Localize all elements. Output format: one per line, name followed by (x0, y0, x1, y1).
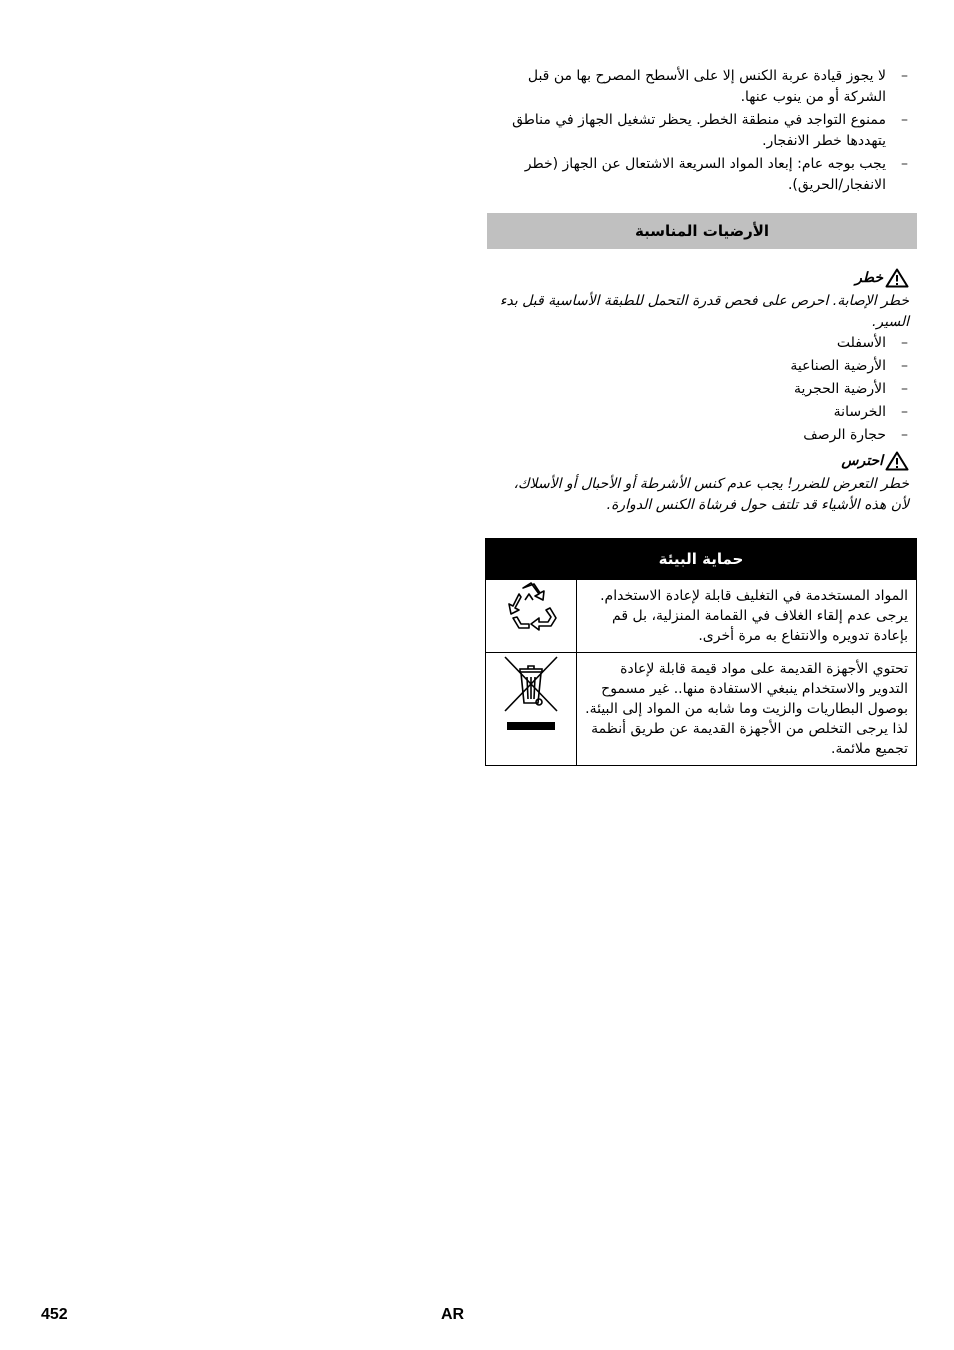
warning-triangle-icon (885, 451, 909, 471)
danger-text: خطر الإصابة. احرص على فحص قدرة التحمل للطبقة الأساسية قبل بدء السير. (499, 293, 909, 330)
caution-text: خطر التعرض للضرر! يجب عدم كنس الأشرطة أو الأحبال أو الأسلاك، لأن هذه الأشياء قد تلتف حول فرشاة الكنس الدوارة. (513, 476, 909, 513)
list-item: – الأرضية الصناعية (487, 356, 917, 377)
list-item: – الأسفلت (487, 333, 917, 354)
table-row (486, 653, 917, 766)
list-item: – الخرسانة (487, 402, 917, 423)
recycling-icon (501, 580, 561, 636)
list-item: – حجارة الرصف (487, 425, 917, 446)
table-row (486, 580, 917, 653)
caution-notice (487, 448, 917, 516)
list-item: – الأرضية الحجرية (487, 379, 917, 400)
list-item: – ممنوع التواجد في منطقة الخطر. يحظر تشغيل الجهاز في مناطق يتهددها خطر الانفجار. (487, 110, 917, 152)
list-item: – لا يجوز قيادة عربة الكنس إلا على الأسطح المصرح بها من قبل الشركة أو من ينوب عنها. (487, 66, 917, 108)
surfaces-list (487, 333, 917, 446)
packaging-text: المواد المستخدمة في التغليف قابلة لإعادة الاستخدام. يرجى عدم إلقاء الغلاف في القمامة المنزلية، بل قم بإعادة تدويره والانتفاع به مرة أخرى. (577, 580, 917, 653)
disposal-text: تحتوي الأجهزة القديمة على مواد قيمة قابلة لإعادة التدوير والاستخدام ينبغي الاستفادة منها.. غير مسموح بوصول البطاريات والزيت وما شابه من المواد إلى البيئة. لذا يرجى التخلص من الأجهزة القديمة عن طريق أنظمة تجميع ملائمة. (577, 653, 917, 766)
intro-list (487, 66, 917, 196)
warning-triangle-icon (885, 268, 909, 288)
crossed-out-bin-icon (501, 653, 561, 737)
section-title: الأرضيات المناسبة (487, 213, 917, 249)
content-column (487, 66, 917, 766)
danger-title: خطر (855, 269, 883, 286)
environment-title: حماية البيئة (486, 539, 917, 580)
environment-table (485, 538, 917, 766)
page-number: 452 (41, 1306, 68, 1323)
list-item: – يجب بوجه عام: إبعاد المواد السريعة الاشتعال عن الجهاز (خطر الانفجار/الحريق). (487, 154, 917, 196)
language-code: AR (441, 1306, 465, 1323)
caution-title: احترس (841, 452, 883, 469)
danger-notice (487, 265, 917, 333)
